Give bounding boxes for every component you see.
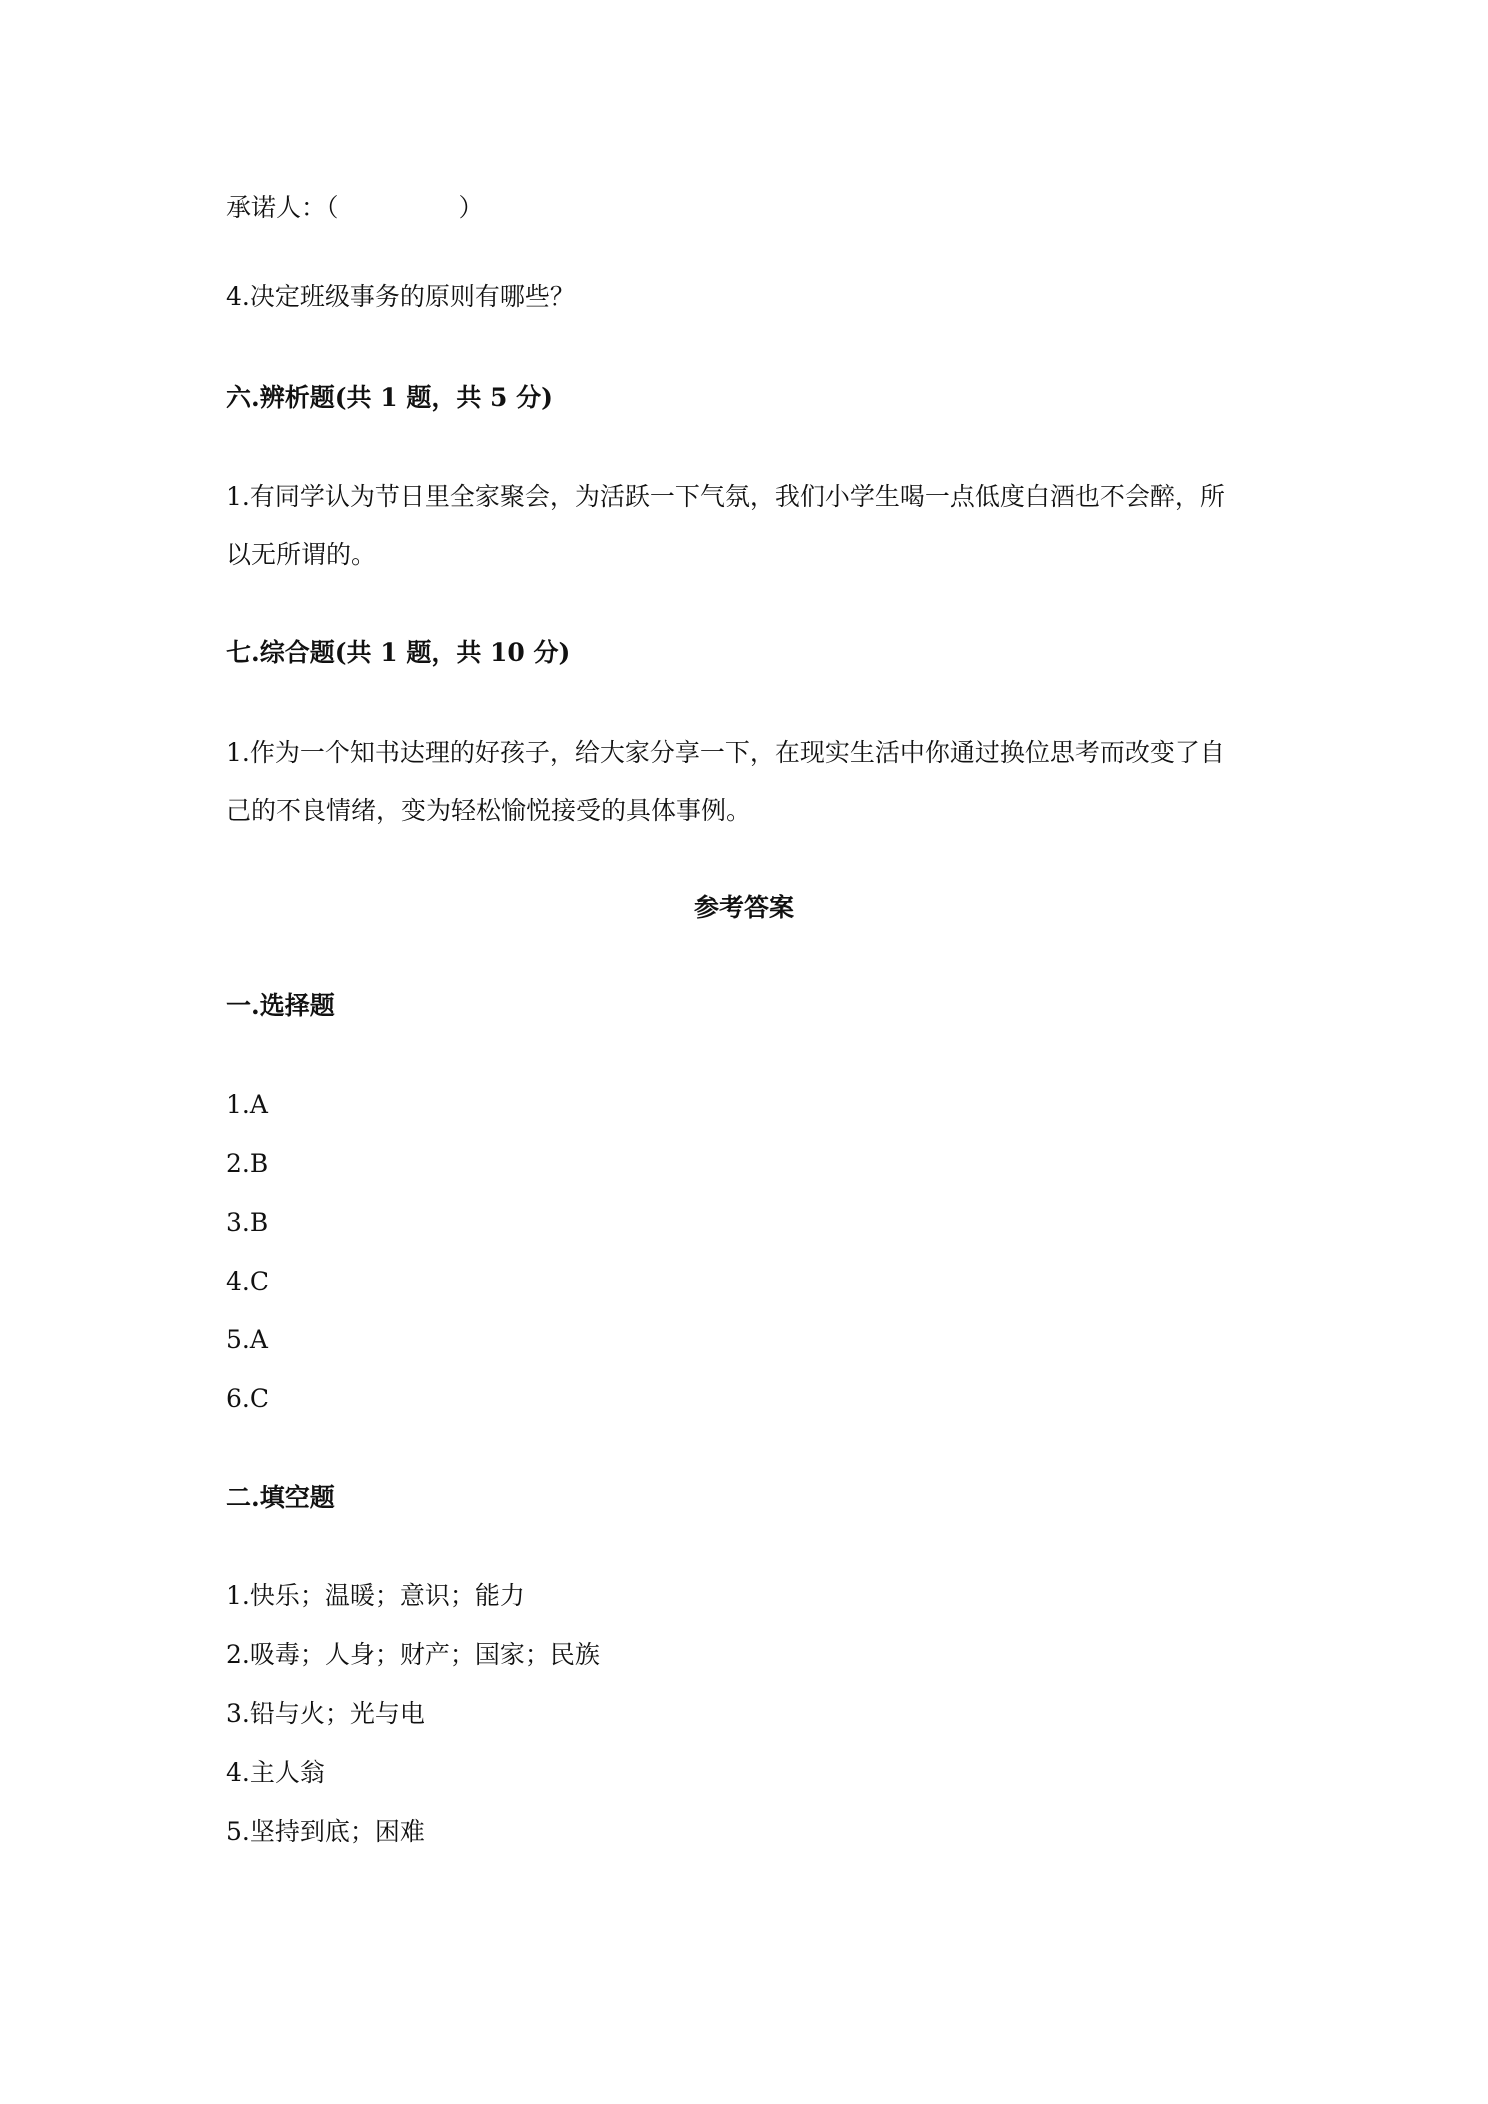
fill-answer: 3.铅与火；光与电 xyxy=(226,1699,425,1728)
fill-answer: 2.吸毒；人身；财产；国家；民族 xyxy=(226,1640,600,1669)
section-6-question-line-1: 1.有同学认为节日里全家聚会，为活跃一下气氛，我们小学生喝一点低度白酒也不会醉，所 xyxy=(226,482,1225,511)
section-7-question-line-2: 己的不良情绪，变为轻松愉悦接受的具体事例。 xyxy=(226,796,752,825)
fill-heading: 二.填空题 xyxy=(226,1483,335,1512)
pledge-close: ） xyxy=(458,193,484,222)
section-7-heading: 七.综合题(共 1 题，共 10 分) xyxy=(226,638,571,667)
section-6-question-line-2: 以无所谓的。 xyxy=(226,540,377,569)
choice-heading: 一.选择题 xyxy=(226,991,335,1020)
choice-answer: 2.B xyxy=(226,1149,269,1178)
answers-title: 参考答案 xyxy=(693,893,794,922)
section-6-heading: 六.辨析题(共 1 题，共 5 分) xyxy=(226,383,553,412)
fill-answer: 5.坚持到底；困难 xyxy=(226,1817,425,1846)
choice-answer: 5.A xyxy=(226,1325,268,1354)
question-4: 4.决定班级事务的原则有哪些？ xyxy=(226,282,575,311)
section-7-question-line-1: 1.作为一个知书达理的好孩子，给大家分享一下，在现实生活中你通过换位思考而改变了自 xyxy=(226,738,1225,767)
choice-answer: 3.B xyxy=(226,1208,269,1237)
pledge-label: 承诺人：（ xyxy=(226,193,339,222)
choice-answer: 6.C xyxy=(226,1384,269,1413)
fill-answer: 1.快乐；温暖；意识；能力 xyxy=(226,1581,525,1610)
fill-answer: 4.主人翁 xyxy=(226,1758,325,1787)
choice-answer: 4.C xyxy=(226,1267,269,1296)
pledge-line xyxy=(226,193,484,223)
choice-answer: 1.A xyxy=(226,1090,268,1119)
